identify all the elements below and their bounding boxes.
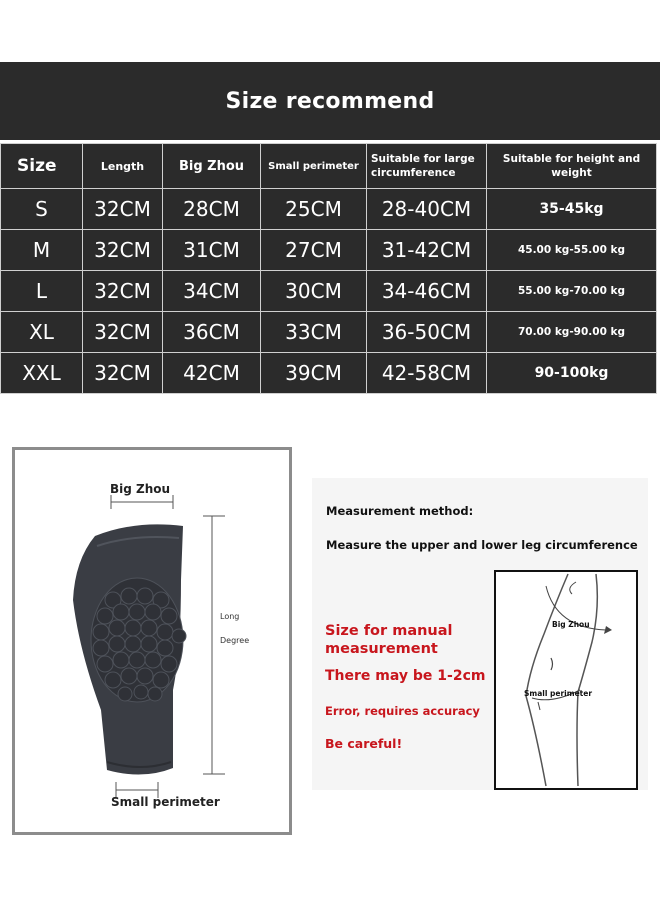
header-large-circumference: Suitable for large circumference: [367, 144, 487, 189]
cell-big-zhou: 42CM: [163, 353, 261, 394]
header-size: Size: [1, 144, 83, 189]
cell-weight: 55.00 kg-70.00 kg: [487, 271, 657, 312]
cell-big-zhou: 34CM: [163, 271, 261, 312]
cell-large-circumference: 28-40CM: [367, 189, 487, 230]
small-perimeter-label: Small perimeter: [111, 795, 220, 809]
leg-measurement-diagram: [494, 570, 638, 790]
header-small-perimeter: Small perimeter: [261, 144, 367, 189]
table-row: [1, 230, 657, 271]
cell-size: M: [1, 230, 83, 271]
cell-size: S: [1, 189, 83, 230]
leg-outline: [496, 572, 636, 788]
measurement-description: Measure the upper and lower leg circumference: [326, 538, 638, 552]
cell-small-perimeter: 30CM: [261, 271, 367, 312]
knee-pad-diagram: [12, 447, 292, 835]
cell-size: L: [1, 271, 83, 312]
cell-weight: 90-100kg: [487, 353, 657, 394]
size-table: [0, 143, 657, 394]
cell-large-circumference: 42-58CM: [367, 353, 487, 394]
warning-line-4: Error, requires accuracy: [325, 704, 480, 718]
page-title: Size recommend: [225, 88, 435, 114]
leg-big-zhou-label: Big Zhou: [552, 620, 590, 629]
cell-large-circumference: 34-46CM: [367, 271, 487, 312]
table-row: [1, 312, 657, 353]
degree-label: Degree: [220, 636, 250, 645]
table-row: [1, 271, 657, 312]
cell-length: 32CM: [83, 230, 163, 271]
cell-small-perimeter: 25CM: [261, 189, 367, 230]
cell-length: 32CM: [83, 353, 163, 394]
warning-line-2: measurement: [325, 641, 438, 657]
cell-small-perimeter: 33CM: [261, 312, 367, 353]
big-zhou-label: Big Zhou: [110, 482, 171, 496]
header-big-zhou: Big Zhou: [163, 144, 261, 189]
cell-weight: 35-45kg: [487, 189, 657, 230]
cell-size: XL: [1, 312, 83, 353]
warning-line-3: There may be 1-2cm: [325, 668, 486, 684]
cell-length: 32CM: [83, 271, 163, 312]
table-row: [1, 353, 657, 394]
header-height-weight: Suitable for height and weight: [487, 144, 657, 189]
cell-big-zhou: 31CM: [163, 230, 261, 271]
measurement-heading: Measurement method:: [326, 504, 474, 518]
cell-small-perimeter: 27CM: [261, 230, 367, 271]
cell-big-zhou: 36CM: [163, 312, 261, 353]
header-length: Length: [83, 144, 163, 189]
cell-large-circumference: 31-42CM: [367, 230, 487, 271]
table-row: [1, 189, 657, 230]
cell-length: 32CM: [83, 312, 163, 353]
warning-line-1: Size for manual: [325, 623, 453, 639]
long-label: Long: [220, 612, 240, 621]
cell-weight: 70.00 kg-90.00 kg: [487, 312, 657, 353]
cell-weight: 45.00 kg-55.00 kg: [487, 230, 657, 271]
table-header-row: [1, 144, 657, 189]
cell-length: 32CM: [83, 189, 163, 230]
cell-size: XXL: [1, 353, 83, 394]
warning-line-5: Be careful!: [325, 736, 403, 751]
cell-small-perimeter: 39CM: [261, 353, 367, 394]
cell-big-zhou: 28CM: [163, 189, 261, 230]
cell-large-circumference: 36-50CM: [367, 312, 487, 353]
leg-small-perimeter-label: Small perimeter: [524, 689, 593, 698]
title-banner: [0, 62, 660, 140]
